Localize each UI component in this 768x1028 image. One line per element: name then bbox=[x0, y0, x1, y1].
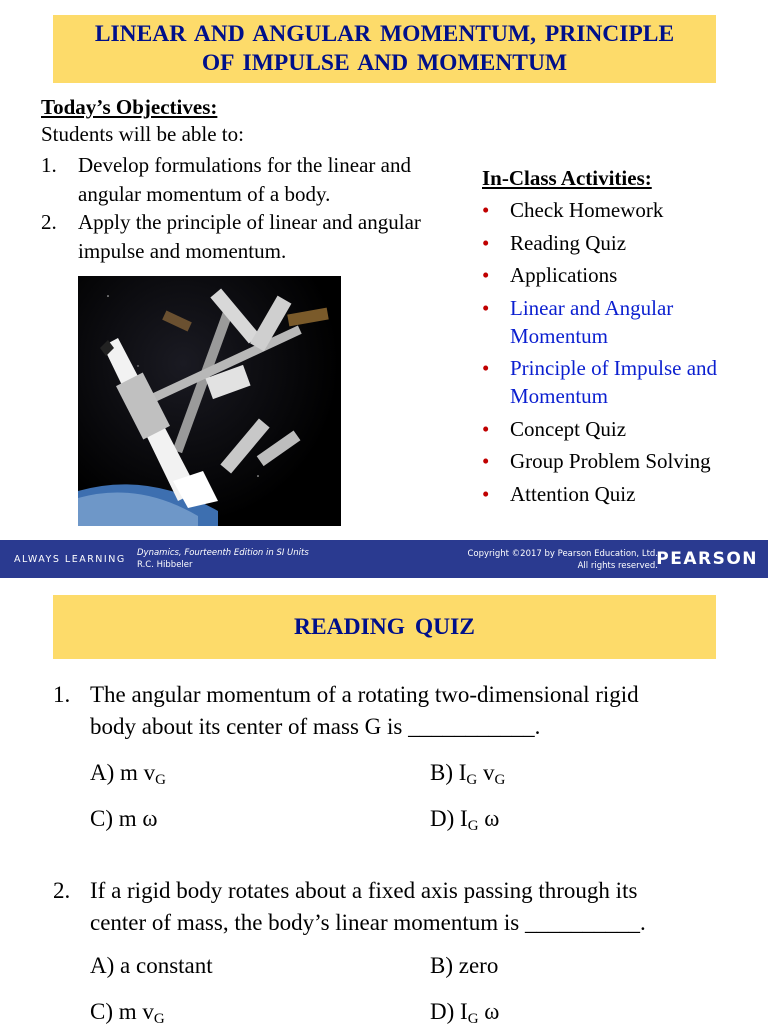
activity-item bbox=[482, 480, 762, 508]
activity-text: Momentum bbox=[510, 384, 608, 408]
option-subscript: G bbox=[467, 818, 479, 834]
option-text: ω bbox=[484, 999, 500, 1024]
activity-text: Attention Quiz bbox=[510, 481, 636, 506]
copyright-notice bbox=[467, 548, 658, 572]
answer-option-c[interactable] bbox=[90, 806, 158, 832]
option-label: D) bbox=[430, 999, 455, 1024]
space-station-illustration bbox=[78, 276, 341, 526]
book-author: R.C. Hibbeler bbox=[137, 560, 193, 570]
bullet: • bbox=[482, 263, 490, 287]
answer-option-b[interactable] bbox=[430, 760, 505, 789]
question-text: body about its center of mass G is ___________. bbox=[90, 714, 541, 739]
slide-title-line2: OF IMPULSE AND MOMENTUM bbox=[201, 50, 568, 76]
bullet: • bbox=[482, 356, 490, 380]
objective-item bbox=[41, 208, 471, 266]
option-label: A) bbox=[90, 760, 115, 785]
pearson-logo: PEARSON bbox=[656, 549, 758, 569]
objectives-intro: Students will be able to: bbox=[41, 122, 244, 146]
quiz-question bbox=[53, 875, 753, 939]
activity-text: Reading Quiz bbox=[510, 230, 627, 255]
quiz-question bbox=[53, 679, 753, 743]
activity-item bbox=[482, 354, 762, 410]
activities-list bbox=[482, 196, 762, 512]
objective-text: angular momentum of a body. bbox=[78, 182, 331, 206]
slide-footer bbox=[0, 540, 768, 578]
bullet: • bbox=[482, 295, 490, 320]
option-label: A) bbox=[90, 953, 115, 978]
question-number: 1. bbox=[53, 682, 71, 707]
objective-number: 1. bbox=[41, 153, 57, 177]
bullet: • bbox=[482, 416, 490, 441]
answer-option-a[interactable] bbox=[90, 760, 166, 789]
bullet: • bbox=[482, 230, 490, 255]
option-text: I bbox=[460, 806, 468, 831]
activity-text: Linear and Angular bbox=[510, 295, 674, 320]
bullet: • bbox=[482, 481, 490, 506]
option-text: I bbox=[458, 760, 467, 785]
option-subscript: G bbox=[466, 772, 478, 788]
quiz-title: READING QUIZ bbox=[294, 613, 475, 640]
always-learning-tagline: ALWAYS LEARNING bbox=[14, 554, 126, 565]
option-subscript: G bbox=[153, 1011, 165, 1027]
activity-text: Concept Quiz bbox=[510, 416, 627, 441]
activities-heading: In-Class Activities: bbox=[482, 166, 652, 190]
option-text: a constant bbox=[120, 953, 213, 978]
activity-item bbox=[482, 229, 762, 257]
activity-text: Momentum bbox=[510, 323, 608, 348]
activity-text: Applications bbox=[510, 263, 618, 287]
activity-item bbox=[482, 415, 762, 443]
option-label: B) bbox=[430, 953, 453, 978]
question-number: 2. bbox=[53, 878, 71, 903]
question-text: center of mass, the body’s linear momentum is __________. bbox=[90, 910, 646, 935]
option-subscript: G bbox=[467, 1011, 479, 1027]
option-text: m v bbox=[120, 760, 156, 785]
activity-text: Check Homework bbox=[510, 198, 664, 222]
option-label: B) bbox=[430, 760, 453, 785]
option-subscript: G bbox=[155, 772, 167, 788]
option-text: I bbox=[460, 999, 468, 1024]
answer-option-a[interactable] bbox=[90, 953, 213, 979]
objective-text: Develop formulations for the linear and bbox=[78, 153, 411, 177]
option-label: C) bbox=[90, 999, 113, 1024]
copyright-line: Copyright ©2017 by Pearson Education, Ltd. bbox=[467, 549, 658, 559]
objective-text: Apply the principle of linear and angular bbox=[78, 210, 421, 234]
bullet: • bbox=[482, 198, 490, 222]
slide-title-banner bbox=[53, 15, 716, 83]
activity-text: Principle of Impulse and bbox=[510, 356, 718, 380]
option-label: D) bbox=[430, 806, 455, 831]
space-station-photo bbox=[78, 276, 341, 526]
option-subscript: G bbox=[494, 772, 506, 788]
option-text: zero bbox=[458, 953, 499, 978]
book-title: Dynamics, Fourteenth Edition in SI Units bbox=[137, 548, 309, 558]
activity-text: Group Problem Solving bbox=[510, 449, 711, 473]
activity-item bbox=[482, 447, 762, 475]
copyright-line: All rights reserved. bbox=[577, 561, 658, 571]
quiz-title-banner bbox=[53, 595, 716, 659]
answer-option-d[interactable] bbox=[430, 806, 499, 835]
activity-item bbox=[482, 261, 762, 289]
slide-title-line1: LINEAR AND ANGULAR MOMENTUM, PRINCIPLE bbox=[94, 21, 675, 47]
activity-item bbox=[482, 196, 762, 224]
question-text: The angular momentum of a rotating two-dimensional rigid bbox=[90, 682, 639, 707]
objective-item bbox=[41, 151, 471, 209]
option-text: m ω bbox=[118, 806, 158, 831]
objective-text: impulse and momentum. bbox=[78, 239, 287, 263]
activity-item bbox=[482, 294, 762, 350]
answer-option-b[interactable] bbox=[430, 953, 498, 979]
objective-number: 2. bbox=[41, 210, 57, 234]
question-text: If a rigid body rotates about a fixed axis passing through its bbox=[90, 878, 638, 903]
option-text: ω bbox=[484, 806, 500, 831]
option-text: m v bbox=[118, 999, 154, 1024]
bullet: • bbox=[482, 449, 490, 473]
objectives-heading: Today’s Objectives: bbox=[41, 95, 218, 119]
option-text: v bbox=[483, 760, 495, 785]
option-label: C) bbox=[90, 806, 113, 831]
